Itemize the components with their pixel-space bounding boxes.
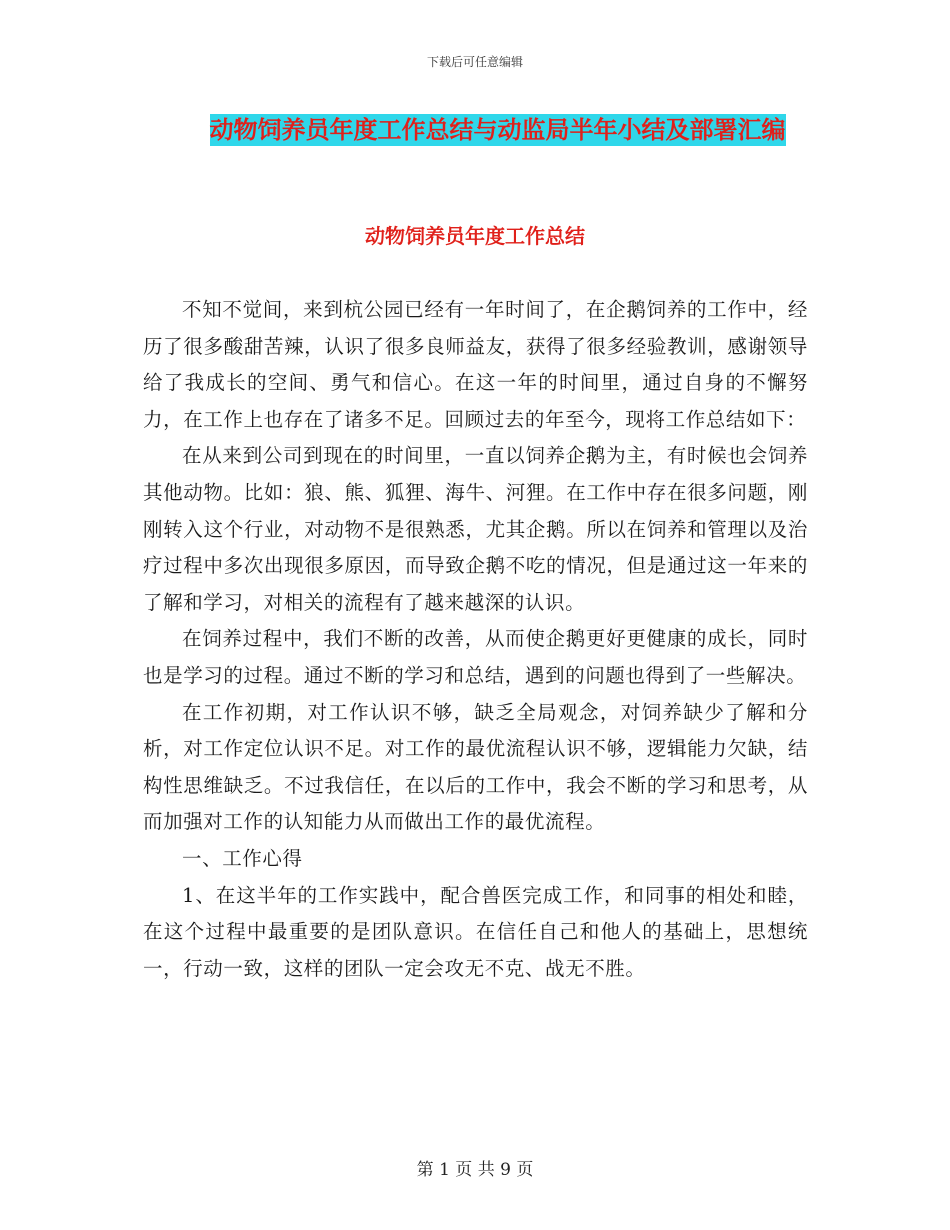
header-note: 下载后可任意编辑 xyxy=(426,55,523,69)
paragraph: 在饲养过程中，我们不断的改善，从而使企鹅更好更健康的成长，同时也是学习的过程。通过不断的学习和总结，遇到的问题也得到了一些解决。 xyxy=(143,627,808,687)
paragraph: 在工作初期，对工作认识不够，缺乏全局观念，对饲养缺少了解和分析，对工作定位认识不足。对工作的最优流程认识不够，逻辑能力欠缺，结构性思维缺乏。不过我信任，在以后的工作中，我会不断的学习和思考，从而加强对工作的认知能力从而做出工作的最优流程。 xyxy=(143,700,808,834)
paragraph: 1、在这半年的工作实践中，配合兽医完成工作，和同事的相处和睦，在这个过程中最重要的是团队意识。在信任自己和他人的基础上，思想统一，行动一致，这样的团队一定会攻无不克、战无不胜。 xyxy=(143,883,808,980)
section-title: 动物饲养员年度工作总结 xyxy=(365,224,585,248)
body-text xyxy=(143,292,808,987)
paragraph: 在从来到公司到现在的时间里，一直以饲养企鹅为主，有时候也会饲养其他动物。比如：狼、熊、狐狸、海牛、河狸。在工作中存在很多问题，刚刚转入这个行业，对动物不是很熟悉，尤其企鹅。所以在饲养和管理以及治疗过程中多次出现很多原因，而导致企鹅不吃的情况，但是通过这一年来的了解和学习，对相关的流程有了越来越深的认识。 xyxy=(143,444,808,614)
document-title xyxy=(190,108,805,152)
paragraph: 不知不觉间，来到杭公园已经有一年时间了，在企鹅饲养的工作中，经历了很多酸甜苦辣，认识了很多良师益友，获得了很多经验教训，感谢领导给了我成长的空间、勇气和信心。在这一年的时间里，通过自身的不懈努力，在工作上也存在了诸多不足。回顾过去的年至今，现将工作总结如下： xyxy=(143,298,808,431)
subheading: 一、工作心得 xyxy=(182,846,303,870)
page-footer: 第 1 页 共 9 页 xyxy=(416,1160,534,1180)
document-title-text: 动物饲养员年度工作总结与动监局半年小结及部署汇编 xyxy=(209,116,786,144)
